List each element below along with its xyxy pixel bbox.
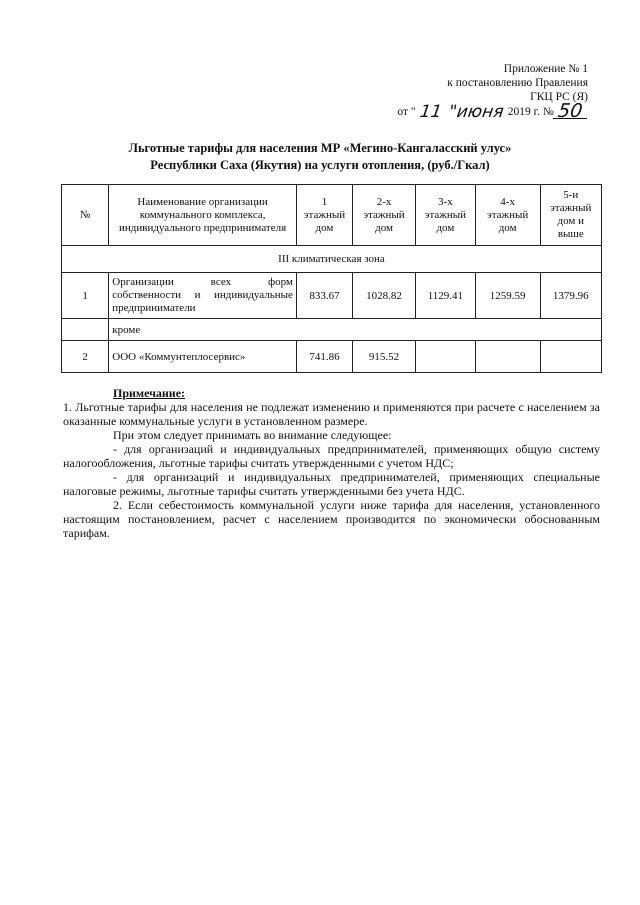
row-num: [62, 319, 109, 341]
value-floor-1: 833.67: [296, 273, 352, 319]
value-floor-5: [540, 341, 601, 373]
resolution-reference: к постановлению Правления: [447, 77, 588, 89]
note-2: При этом следует принимать во внимание следующее:: [113, 428, 392, 442]
header-floor-2: 2-х этажный дом: [352, 185, 415, 246]
tariffs-table: [61, 184, 602, 373]
title-line-1: Льготные тарифы для населения МР «Мегино-Кангаласский улус»: [128, 141, 512, 155]
note-1: 1. Льготные тарифы для населения не подлежат изменению и применяются при расчете с населением за оказанные коммунальные услуги в установленном размере.: [63, 400, 600, 428]
header-floor-1: 1 этажный дом: [296, 185, 352, 246]
row-name: ООО «Коммунтеплосервис»: [109, 341, 297, 373]
date-prefix: от ": [397, 106, 416, 118]
notes-title: Примечание:: [113, 386, 186, 400]
notes-section: [63, 386, 600, 540]
appendix-label: Приложение № 1: [503, 63, 588, 75]
header-floor-3: 3-х этажный дом: [416, 185, 476, 246]
document-title: [0, 140, 640, 174]
table-header-row: [62, 185, 602, 246]
value-floor-1: 741.86: [296, 341, 352, 373]
table-row: [62, 273, 602, 319]
header-floor-5: 5-и этажный дом и выше: [540, 185, 601, 246]
date-month-handwritten: "июня: [447, 102, 506, 122]
note-1-wrap: [13, 400, 600, 428]
date-day-handwritten: 11: [418, 102, 443, 122]
table-row: [62, 341, 602, 373]
title-line-2: Республики Саха (Якутия) на услуги отопления, (руб./Гкал): [150, 158, 490, 172]
value-floor-2: 1028.82: [352, 273, 415, 319]
value-floor-3: [416, 341, 476, 373]
row-num: 2: [62, 341, 109, 373]
value-floor-5: 1379.96: [540, 273, 601, 319]
row-num: 1: [62, 273, 109, 319]
header-floor-4: 4-х этажный дом: [475, 185, 540, 246]
note-4: - для организаций и индивидуальных предпринимателей, применяющих специальные налоговые режимы, льготные тарифы считать утвержденными без учета НДС.: [63, 470, 600, 498]
header-name: Наименование организации коммунального комплекса, индивидуального предпринимателя: [109, 185, 297, 246]
table-row: [62, 319, 602, 341]
agency-name: ГКЦ РС (Я): [530, 91, 588, 103]
row-name: кроме: [109, 319, 602, 341]
date-line: [397, 100, 588, 122]
header-num: №: [62, 185, 109, 246]
appendix-header: [397, 62, 588, 122]
zone-row: [62, 246, 602, 273]
note-3: - для организаций и индивидуальных предпринимателей, применяющих общую систему налогообложения, льготные тарифы считать утвержденными с учетом НДС;: [63, 442, 600, 470]
date-year: 2019 г. №: [507, 106, 554, 118]
value-floor-3: 1129.41: [416, 273, 476, 319]
climate-zone: III климатическая зона: [62, 246, 602, 273]
doc-number-handwritten: 50: [553, 104, 589, 119]
value-floor-4: 1259.59: [475, 273, 540, 319]
value-floor-4: [475, 341, 540, 373]
note-5: 2. Если себестоимость коммунальной услуги ниже тарифа для населения, установленного настоящим постановлением, расчет с населением производится по экономически обоснованным тарифам.: [63, 498, 600, 540]
row-name: Организации всех форм собственности и индивидуальные предприниматели: [109, 273, 297, 319]
value-floor-2: 915.52: [352, 341, 415, 373]
